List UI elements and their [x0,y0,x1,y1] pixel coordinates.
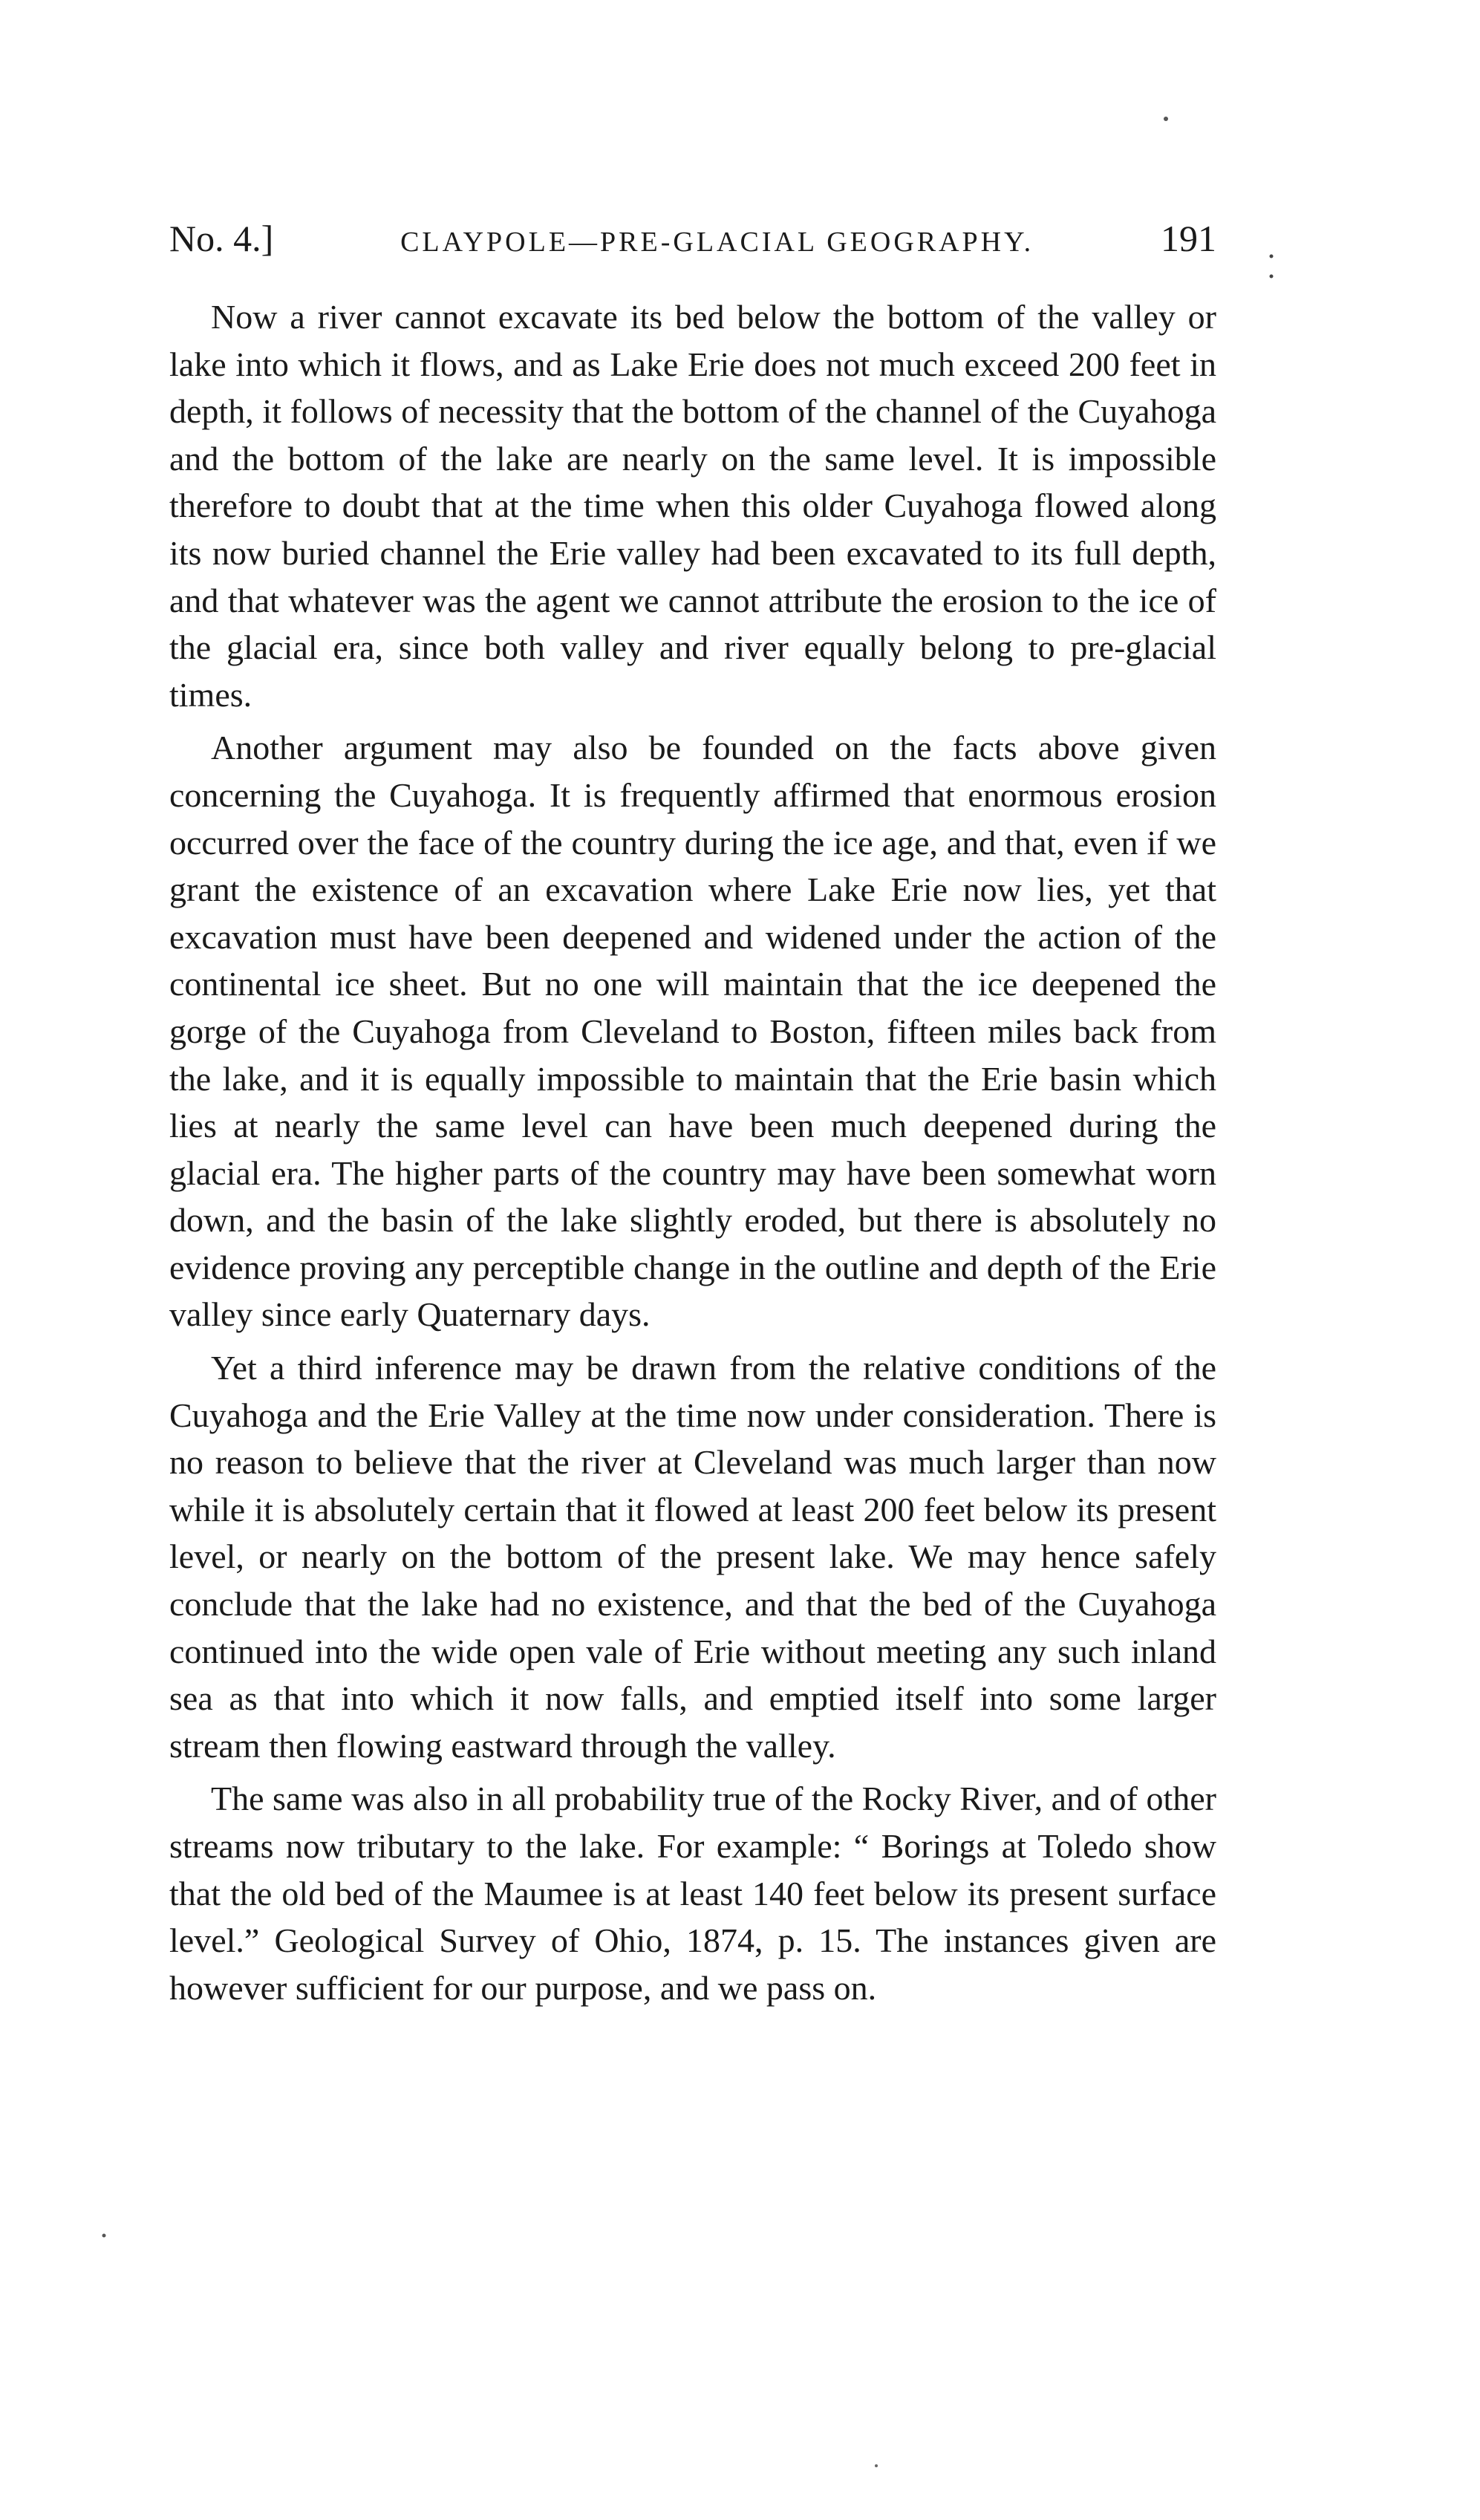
paragraph-2: Another argument may also be founded on the facts above given concerning the Cuyahoga. It is frequently affirmed that enormous erosion occurred over the face of the country during the ice age, and that, even if we grant the existence of an excavation where Lake Erie now lies, yet that excavation must have been deepened and widened under the action of the continental ice sheet. But no one will maintain that the ice deepened the gorge of the Cuyahoga from Cleveland to Boston, fifteen miles back from the lake, and it is equally impossible to maintain that the Erie basin which lies at nearly the same level can have been much deepened during the glacial era. The higher parts of the country may have been somewhat worn down, and the basin of the lake slightly eroded, but there is absolutely no evidence proving any perceptible change in the outline and depth of the Erie valley since early Quaternary days. [169,729,1216,1334]
running-header [169,217,1216,269]
paragraph-4: The same was also in all probability true of the Rocky River, and of other streams now tributary to the lake. For example: “ Borings at Toledo show that the old bed of the Maumee is at least 140 feet below its present surface level.” Geological Survey of Ohio, 1874, p. 15. The instances given are however sufficient for our purpose, and we pass on. [169,1780,1216,2007]
issue-number: No. 4.] [169,218,274,259]
speck-icon [1270,275,1274,279]
speck-icon [102,2234,106,2238]
speck-icon [1164,117,1168,121]
paragraph-3: Yet a third inference may be drawn from the relative conditions of the Cuyahoga and the Erie Valley at the time now under consideration. There is no reason to believe that the river at Cleveland was much larger than now while it is absolutely certain that it flowed at least 200 feet below its present level, or nearly on the bottom of the present lake. We may hence safely conclude that the lake had no existence, and that the bed of the Cuyahoga continued into the wide open vale of Erie without meeting any such inland sea as that into which it now falls, and emptied itself into some larger stream then flowing eastward through the valley. [169,1349,1216,1765]
speck-icon [1270,255,1274,258]
running-title: CLAYPOLE—PRE-GLACIAL GEOGRAPHY. [400,227,1034,258]
page-number: 191 [1160,218,1216,259]
speck-icon [875,2464,878,2467]
body-text [169,293,1216,2011]
paragraph-1: Now a river cannot excavate its bed below the bottom of the valley or lake into which it flows, and as Lake Erie does not much exceed 200 feet in depth, it follows of necessity that the bottom of the channel of the Cuyahoga and the bottom of the lake are nearly on the same level. It is impossible therefore to doubt that at the time when this older Cuyahoga flowed along its now buried channel the Erie valley had been excavated to its full depth, and that whatever was the agent we cannot attribute the erosion to the ice of the glacial era, since both valley and river equally belong to pre-glacial times. [169,298,1216,714]
